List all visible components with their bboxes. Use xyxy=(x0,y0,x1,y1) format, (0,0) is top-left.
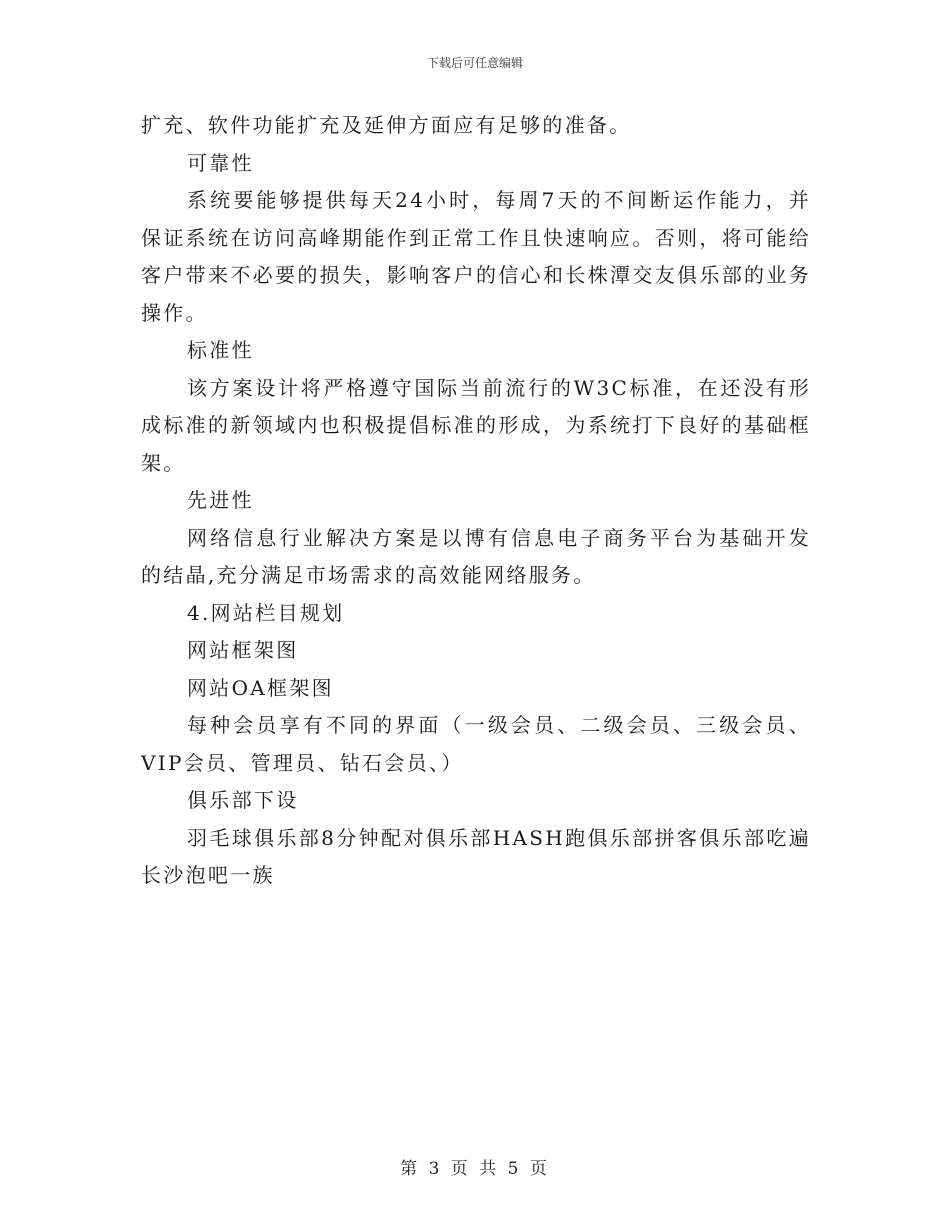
paragraph-member-interfaces: 每种会员享有不同的界面（一级会员、二级会员、三级会员、VIP会员、管理员、钻石会员、） xyxy=(141,713,811,775)
paragraph-capacity-continuation: 扩充、软件功能扩充及延伸方面应有足够的准备。 xyxy=(141,113,632,137)
item-site-framework: 网站框架图 xyxy=(187,638,299,662)
item-site-oa-framework: 网站OA框架图 xyxy=(187,675,334,700)
heading-standards: 标准性 xyxy=(187,338,254,362)
heading-club-subdivisions: 俱乐部下设 xyxy=(187,788,299,812)
heading-reliability: 可靠性 xyxy=(187,150,254,175)
paragraph-advanced: 网络信息行业解决方案是以博有信息电子商务平台为基础开发的结晶,充分满足市场需求的高效能网络服务。 xyxy=(141,525,811,587)
document-body xyxy=(141,107,811,895)
page-number-footer: 第 3 页 共 5 页 xyxy=(400,1159,550,1179)
paragraph-standards: 该方案设计将严格遵守国际当前流行的W3C标准，在还没有形成标准的新领域内也积极提倡标准的形成，为系统打下良好的基础框架。 xyxy=(141,375,811,475)
page-header-note: 下载后可任意编辑 xyxy=(426,56,523,70)
heading-advanced: 先进性 xyxy=(187,488,254,512)
paragraph-club-list: 羽毛球俱乐部8分钟配对俱乐部HASH跑俱乐部拼客俱乐部吃遍长沙泡吧一族 xyxy=(141,825,811,887)
paragraph-reliability: 系统要能够提供每天24小时，每周7天的不间断运作能力，并保证系统在访问高峰期能作到正常工作且快速响应。否则，将可能给客户带来不必要的损失，影响客户的信心和长株潭交友俱乐部的业务操作。 xyxy=(141,188,811,325)
section-heading-site-planning: 4.网站栏目规划 xyxy=(187,600,345,625)
